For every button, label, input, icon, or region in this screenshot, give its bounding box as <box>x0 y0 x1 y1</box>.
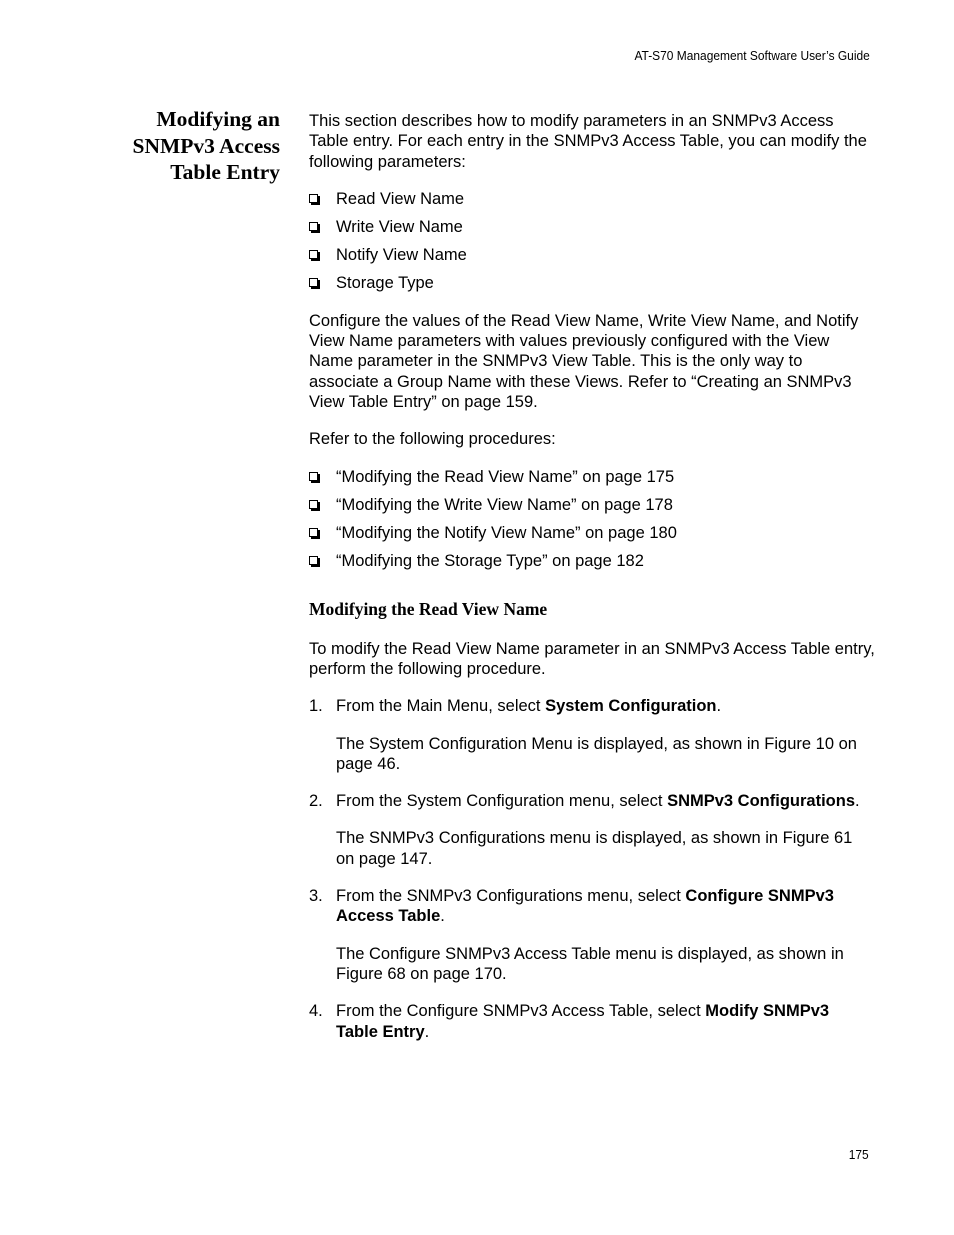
parameter-list <box>309 189 875 294</box>
procedure-link[interactable]: “Modifying the Read View Name” on page 175 <box>309 467 875 487</box>
subsection-intro: To modify the Read View Name parameter in an SNMPv3 Access Table entry, perform the following procedure. <box>309 639 875 678</box>
checkbox-bullet-icon <box>309 194 318 203</box>
refer-paragraph: Refer to the following procedures: <box>309 430 556 449</box>
step-instruction: From the SNMPv3 Configurations menu, select Configure SNMPv3 Access Table. <box>336 887 834 926</box>
list-item: Storage Type <box>309 273 875 293</box>
list-item: Notify View Name <box>309 245 875 265</box>
step-item <box>309 1001 875 1042</box>
step-note: The SNMPv3 Configurations menu is displayed, as shown in Figure 61 on page 147. <box>336 829 853 868</box>
step-note: The System Configuration Menu is displayed, as shown in Figure 10 on page 46. <box>336 734 857 773</box>
procedure-link[interactable]: “Modifying the Notify View Name” on page 180 <box>309 523 875 543</box>
menu-option: Configure SNMPv3 Access Table <box>336 887 834 926</box>
section-title <box>100 106 280 186</box>
checkbox-bullet-icon <box>309 528 318 537</box>
step-instruction: From the Configure SNMPv3 Access Table, select Modify SNMPv3 Table Entry. <box>336 1002 830 1041</box>
step-instruction: From the System Configuration menu, select SNMPv3 Configurations. <box>336 792 860 811</box>
menu-option: SNMPv3 Configurations <box>667 792 855 811</box>
step-number: 2. <box>309 792 323 811</box>
checkbox-bullet-icon <box>309 222 318 231</box>
menu-option: Modify SNMPv3 Table Entry <box>336 1002 830 1041</box>
configure-paragraph: Configure the values of the Read View Name, Write View Name, and Notify View Name parameters with values previously configured with the View Name parameter in the SNMPv3 View Table. This is the only way to associate a Group Name with these Views. Refer to “Creating an SNMPv3 View Table Entry” on page 159. <box>309 311 859 411</box>
menu-option: System Configuration <box>545 697 717 716</box>
section-title-line: SNMPv3 Access <box>132 133 280 158</box>
procedure-link[interactable]: “Modifying the Storage Type” on page 182 <box>309 551 875 571</box>
checkbox-bullet-icon <box>309 250 318 259</box>
checkbox-bullet-icon <box>309 472 318 481</box>
procedure-list <box>309 467 875 572</box>
checkbox-bullet-icon <box>309 556 318 565</box>
subsection-title: Modifying the Read View Name <box>309 599 548 620</box>
step-number: 1. <box>309 697 323 716</box>
section-title-line: Table Entry <box>170 160 280 184</box>
list-item: Read View Name <box>309 189 875 209</box>
procedure-link[interactable]: “Modifying the Write View Name” on page 178 <box>309 495 875 515</box>
step-instruction: From the Main Menu, select System Configuration. <box>336 697 722 716</box>
section-title-line: Modifying an <box>156 107 280 131</box>
main-content <box>309 111 875 1059</box>
step-number: 3. <box>309 887 323 906</box>
intro-paragraph: This section describes how to modify parameters in an SNMPv3 Access Table entry. For each entry in the SNMPv3 Access Table, you can modify the following parameters: <box>309 112 867 171</box>
page-number: 175 <box>849 1147 869 1162</box>
checkbox-bullet-icon <box>309 278 318 287</box>
step-item <box>309 791 875 869</box>
running-header: AT-S70 Management Software User’s Guide <box>634 48 870 63</box>
step-number: 4. <box>309 1002 323 1021</box>
step-item <box>309 696 875 774</box>
step-item <box>309 886 875 984</box>
checkbox-bullet-icon <box>309 500 318 509</box>
procedure-steps <box>309 696 875 1042</box>
step-note: The Configure SNMPv3 Access Table menu is displayed, as shown in Figure 68 on page 170. <box>336 944 844 983</box>
list-item: Write View Name <box>309 217 875 237</box>
